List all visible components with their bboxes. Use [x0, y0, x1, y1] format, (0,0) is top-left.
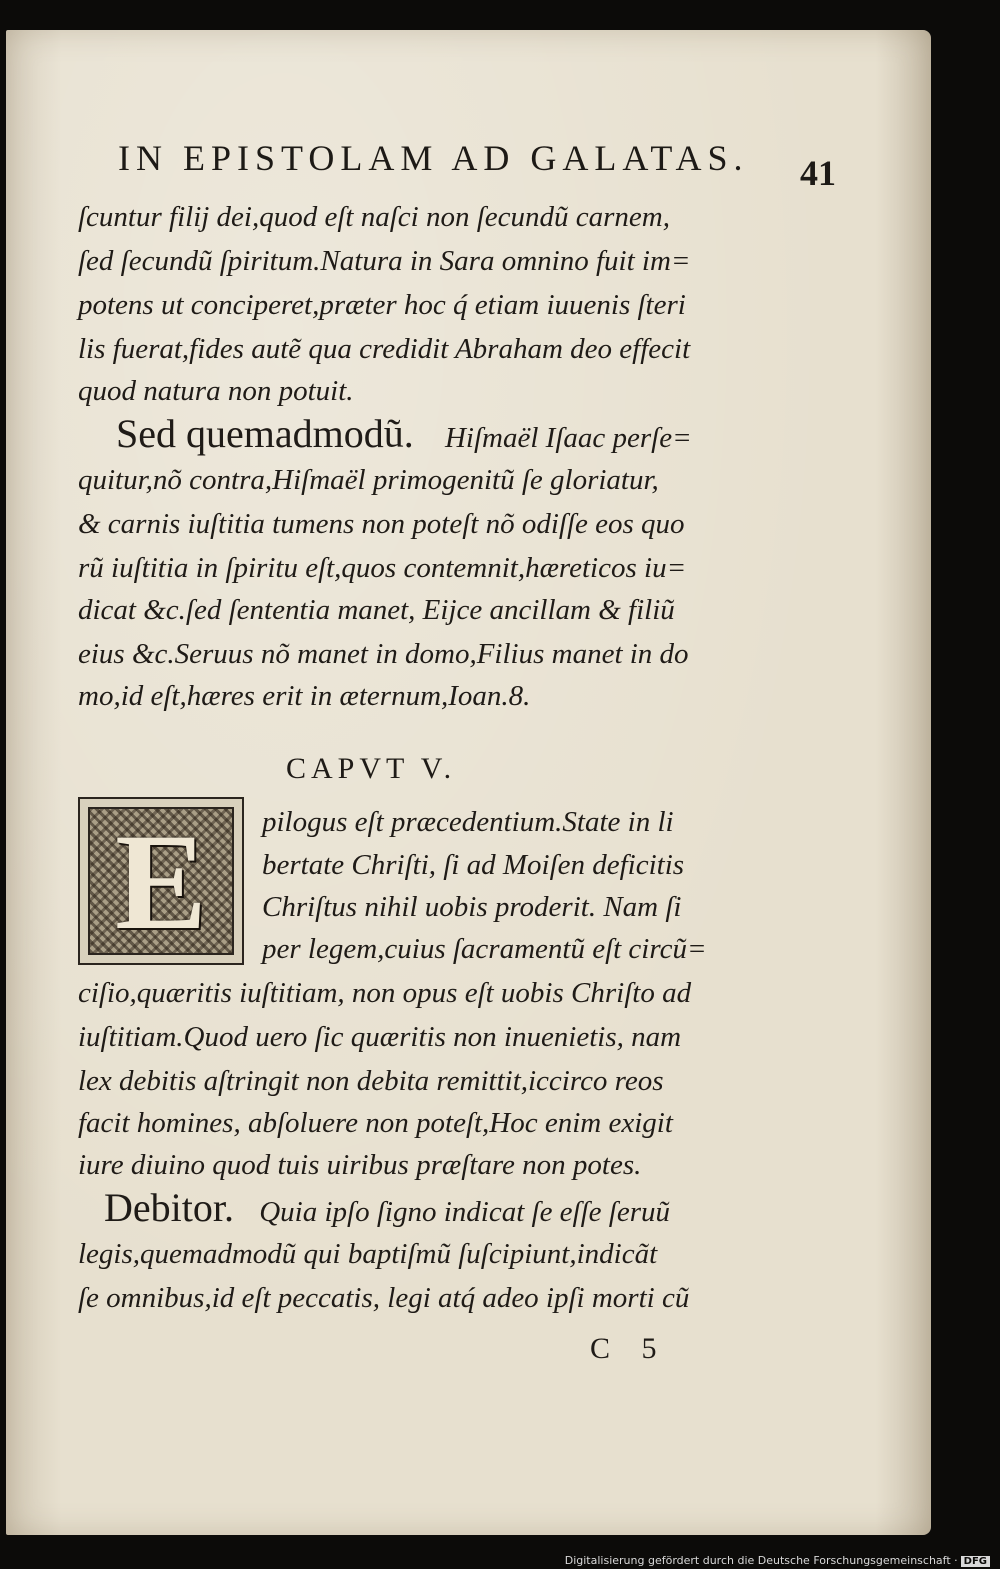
credit-text: Digitalisierung gefördert durch die Deutsche Forschungsgemeinschaft ·	[564, 1554, 958, 1567]
text-line: & carnis iuſtitia tumens non poteſt nõ odiſſe eos quo	[78, 508, 685, 540]
text-line: bertate Chriſti, ſi ad Moiſen deficitis	[262, 849, 685, 881]
dfg-logo: DFG	[961, 1556, 990, 1567]
text-line: dicat &c.ſed ſententia manet, Eijce ancillam & filiũ	[78, 594, 675, 626]
text-line: ſcuntur filij dei,quod eſt naſci non ſecundũ carnem,	[78, 201, 670, 233]
text-line: ſe omnibus,id eſt peccatis, legi atq́ adeo ipſi morti cũ	[78, 1282, 690, 1314]
text-line: ciſio,quæritis iuſtitiam, non opus eſt uobis Chriſto ad	[78, 977, 692, 1009]
text-line: lis fuerat,fides autẽ qua credidit Abraham deo effecit	[78, 333, 691, 365]
text-line: pilogus eſt præcedentium.State in li	[262, 806, 674, 838]
signature-mark: C 5	[590, 1332, 669, 1365]
decorated-initial	[78, 797, 244, 965]
text-line: mo,id eſt,hæres erit in æternum,Ioan.8.	[78, 680, 531, 712]
initial-letter: E	[114, 804, 208, 958]
text-line: potens ut conciperet,præter hoc q́ etiam iuuenis ſteri	[78, 289, 686, 321]
text-line: per legem,cuius ſacramentũ eſt circũ=	[262, 933, 707, 965]
running-title: IN EPISTOLAM AD GALATAS.	[118, 138, 749, 178]
text-line: quod natura non potuit.	[78, 375, 354, 407]
text-line: facit homines, abſoluere non poteſt,Hoc enim exigit	[78, 1107, 673, 1139]
text-line: quitur,nõ contra,Hiſmaël primogenitũ ſe gloriatur,	[78, 464, 659, 496]
digitization-credit	[565, 1554, 990, 1567]
text-fragment: Quia ipſo ſigno indicat ſe eſſe ſeruũ	[259, 1196, 671, 1228]
paragraph-lead-line	[104, 1185, 671, 1230]
text-fragment: Hiſmaël Iſaac perſe=	[444, 422, 692, 454]
text-line: iuſtitiam.Quod uero ſic quæritis non inuenietis, nam	[78, 1021, 682, 1053]
text-line: legis,quemadmodũ qui baptiſmũ ſuſcipiunt,indicãt	[78, 1238, 658, 1270]
text-line: eius &c.Seruus nõ manet in domo,Filius manet in do	[78, 638, 689, 670]
text-line: Chriſtus nihil uobis proderit. Nam ſi	[262, 891, 682, 923]
chapter-heading: CAPVT V.	[286, 752, 457, 785]
text-line: lex debitis aſtringit non debita remittit,iccirco reos	[78, 1065, 664, 1097]
paragraph-lead-line	[116, 411, 692, 456]
lemma-sed-quemadmodum: Sed quemadmodũ.	[116, 411, 414, 456]
text-line: rũ iuſtitia in ſpiritu eſt,quos contemnit,hæreticos iu=	[78, 552, 687, 584]
text-line: ſed ſecundũ ſpiritum.Natura in Sara omnino fuit im=	[78, 245, 691, 277]
lemma-debitor: Debitor.	[104, 1185, 234, 1230]
text-line: iure diuino quod tuis uiribus præſtare non potes.	[78, 1149, 642, 1181]
page-number: 41	[800, 153, 836, 193]
